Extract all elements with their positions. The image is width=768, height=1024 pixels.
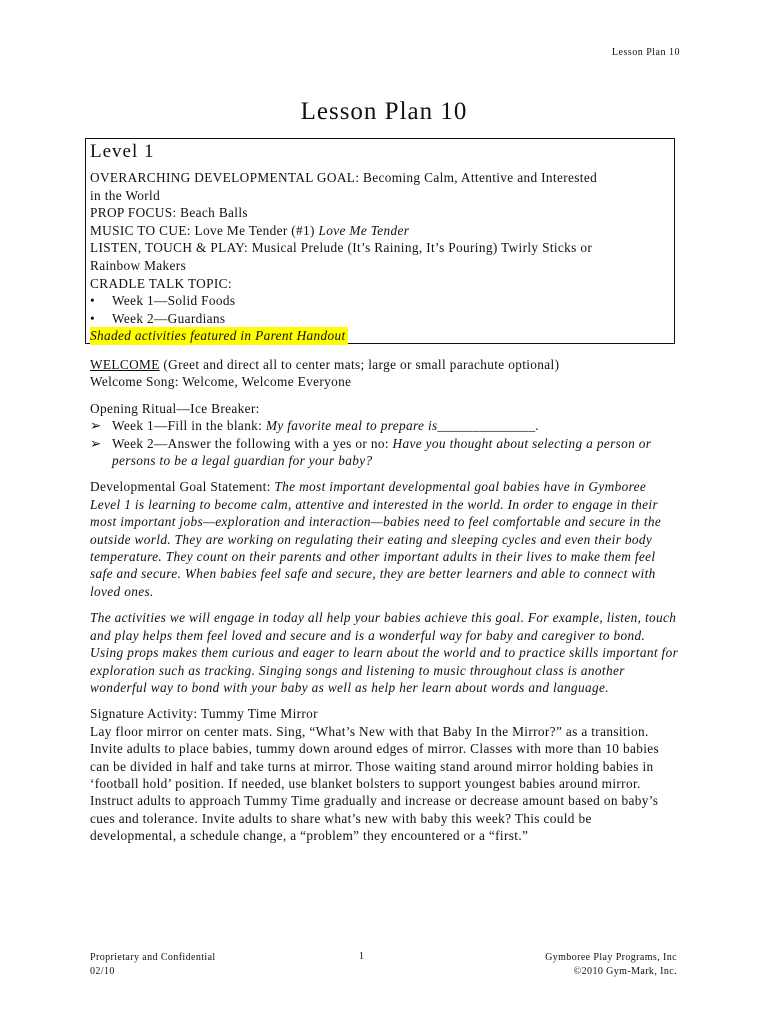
footer-copyright: ©2010 Gym-Mark, Inc.	[573, 966, 677, 977]
music-cue-label: MUSIC TO CUE: Love Me Tender (#1)	[90, 222, 319, 238]
list-item	[90, 435, 680, 470]
welcome-section	[90, 356, 680, 391]
opening-ritual-heading: Opening Ritual—Ice Breaker:	[90, 400, 260, 416]
bullet-icon: •	[90, 310, 96, 326]
list-item	[90, 292, 670, 310]
arrow-bullet-icon: ➢	[90, 418, 102, 434]
arrow-bullet-icon: ➢	[90, 435, 102, 451]
signature-activity-section	[90, 705, 680, 844]
listen-touch-play: LISTEN, TOUCH & PLAY: Musical Prelude (It’s Raining, It’s Pouring) Twirly Sticks or	[90, 240, 593, 256]
signature-activity-heading: Signature Activity: Tummy Time Mirror	[90, 706, 318, 722]
activities-paragraph	[90, 609, 680, 696]
shaded-activities-note: Shaded activities featured in Parent Handout	[90, 328, 346, 344]
music-cue-song: Love Me Tender	[318, 222, 410, 238]
footer-left	[90, 951, 216, 979]
footer-confidential: Proprietary and Confidential	[90, 952, 216, 963]
activities-text: The activities we will engage in today all help your babies achieve this goal. For example, listen, touch and play helps them feel loved and secure and is a wonderful way for baby and caregiver to bond. Using props makes them curious and eager to learn about the world and to practice skills important for exploration such as tracking. Singing songs and listening to music throughout class is another wonderful way to bond with your baby as well as help her learn about words and language.	[90, 610, 679, 695]
prop-focus: PROP FOCUS: Beach Balls	[90, 205, 248, 221]
week2-prompt: Have you thought about selecting a person or persons to be a legal guardian for your baby?	[112, 435, 652, 469]
opening-ritual-section	[90, 400, 680, 470]
week1-prompt-label: Week 1—Fill in the blank:	[112, 418, 266, 434]
signature-activity-text: Lay floor mirror on center mats. Sing, “What’s New with that Baby In the Mirror?” as a transition. Invite adults to place babies, tummy down around edges of mirror. Classes with more than 10 babies can be divided in half and take turns at mirror. Those waiting stand around mirror holding babies in ‘football hold’ position. If needed, use blanket bolsters to support youngest babies around mirror. Instruct adults to approach Tummy Time gradually and increase or decrease amount based on baby’s cues and tolerance. Invite adults to share what’s new with baby this week? This could be developmental, a schedule change, a “problem” they encountered or a “first.”	[90, 723, 660, 844]
level-heading: Level 1	[90, 141, 155, 162]
goal-statement-paragraph	[90, 478, 680, 600]
page-title: Lesson Plan 10	[300, 98, 468, 125]
running-header: Lesson Plan 10	[611, 47, 680, 58]
welcome-instruction: (Greet and direct all to center mats; large or small parachute optional)	[159, 357, 560, 372]
listen-touch-play-continued: Rainbow Makers	[90, 257, 187, 273]
week1-prompt: My favorite meal to prepare is______________.	[265, 418, 540, 434]
goal-line: OVERARCHING DEVELOPMENTAL GOAL: Becoming Calm, Attentive and Interested	[90, 170, 598, 185]
week2-topic: Week 2—Guardians	[112, 310, 226, 326]
level-info-box	[85, 138, 675, 344]
footer-company: Gymboree Play Programs, Inc	[545, 952, 677, 963]
list-item	[90, 417, 680, 434]
footer-date: 02/10	[90, 966, 115, 977]
footer-right	[545, 951, 677, 979]
bullet-icon: •	[90, 293, 96, 309]
welcome-song: Welcome Song: Welcome, Welcome Everyone	[90, 374, 352, 390]
week1-topic: Week 1—Solid Foods	[112, 293, 236, 309]
lesson-body	[90, 356, 680, 854]
goal-line-continued: in the World	[90, 187, 161, 203]
cradle-talk-topic: CRADLE TALK TOPIC:	[90, 275, 232, 291]
welcome-label: WELCOME	[90, 357, 160, 372]
page-number: 1	[359, 951, 364, 962]
goal-statement-label: Developmental Goal Statement:	[90, 479, 275, 495]
week2-prompt-label: Week 2—Answer the following with a yes or no:	[112, 435, 393, 451]
list-item	[90, 310, 670, 328]
goal-statement-text: The most important developmental goal babies have in Gymboree Level 1 is learning to become calm, attentive and interested in the world. In order to engage in their most important jobs—exploration and interaction—babies need to feel comfortable and secure in the outside world. They are working on regulating their eating and sleeping cycles and even their body temperature. They count on their parents and other important adults in their lives to make them feel safe and secure. When babies feel safe and secure, they are better learners and able to connect with loved ones.	[90, 479, 662, 599]
music-cue	[90, 222, 670, 240]
